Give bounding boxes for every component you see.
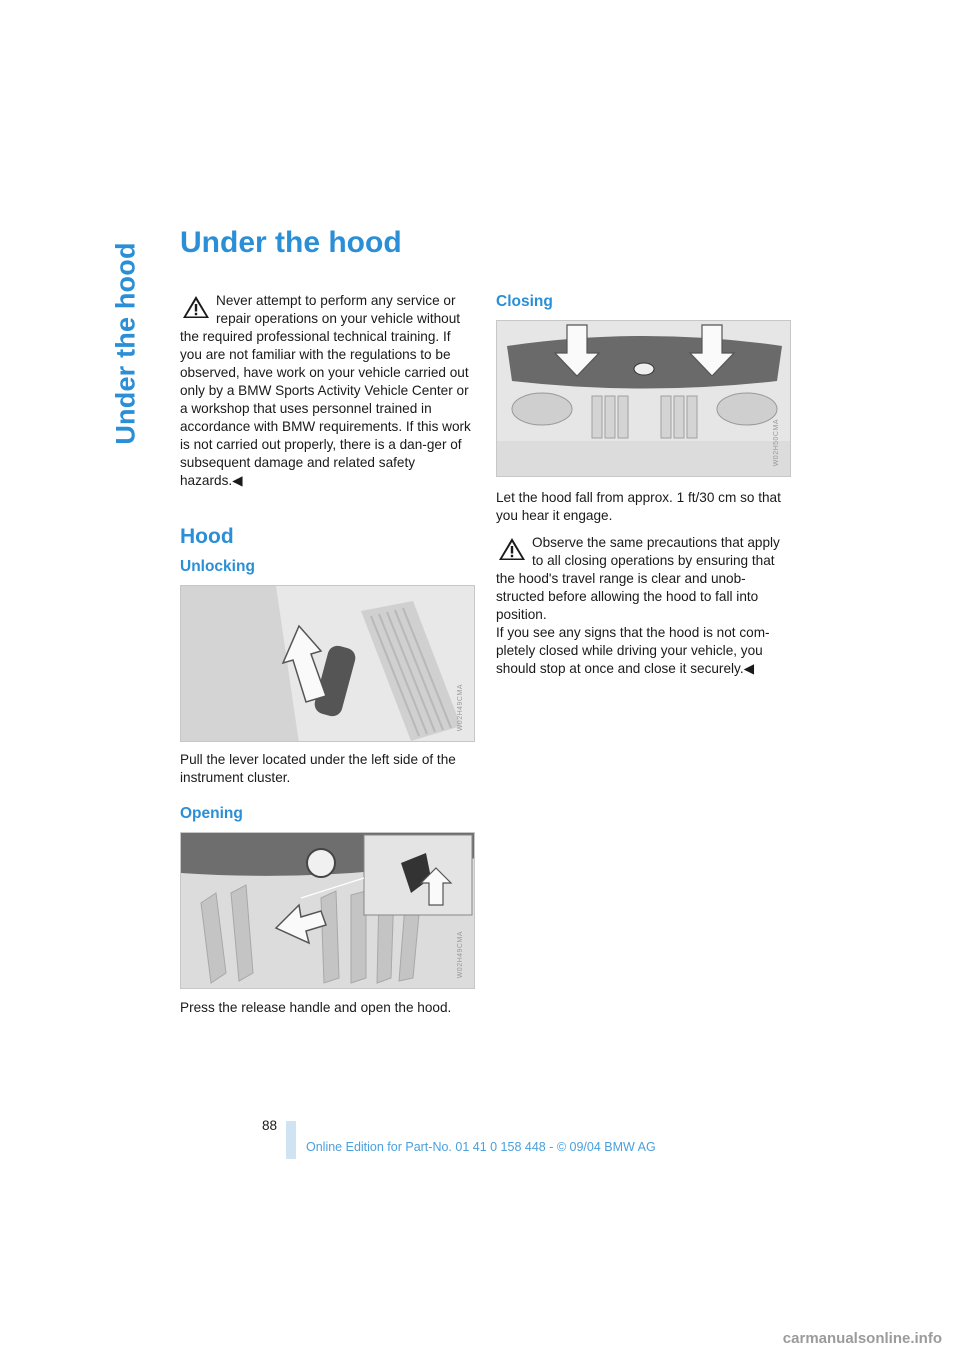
left-column xyxy=(180,292,475,1017)
end-mark: ◀ xyxy=(232,473,243,488)
right-column xyxy=(496,292,791,678)
section-title-hood: Hood xyxy=(180,525,234,548)
opening-figure xyxy=(180,832,475,989)
watermark: carmanualsonline.info xyxy=(782,1330,942,1347)
side-tab xyxy=(99,228,153,458)
closing-figure xyxy=(496,320,791,477)
subsection-closing: Closing xyxy=(496,293,553,310)
subsection-opening: Opening xyxy=(180,805,243,822)
unlocking-figure xyxy=(180,585,475,742)
page-title: Under the hood xyxy=(180,226,402,259)
opening-text: Press the release handle and open the hood. xyxy=(180,1000,452,1015)
figure-code: W02H50CMA xyxy=(773,418,780,466)
unlocking-text: Pull the lever located under the left side of the instrument cluster. xyxy=(180,752,456,785)
closing-warning-text: Observe the same precautions that apply to all closing operations by ensuring that the hood's travel range is clear and unob-structed before allowing the hood to fall into position. If you see any signs that the hood is not com-pletely closed while driving your vehicle, you should stop at once and close it securely.◀ xyxy=(496,535,780,676)
footer-text: Online Edition for Part-No. 01 41 0 158 448 - © 09/04 BMW AG xyxy=(306,1140,656,1154)
warning-text: Never attempt to perform any service or repair operations on your vehicle without the required professional technical training. If you are not familiar with the regulations to be observed, have work on your vehicle carried out only by a BMW Sports Activity Vehicle Center or a workshop that uses personnel trained in accordance with BMW requirements. If this work is not carried out properly, there is a dan-ger of subsequent damage and related safety hazards.◀ xyxy=(180,293,471,488)
unlocking-illustration xyxy=(181,586,475,742)
subsection-unlocking: Unlocking xyxy=(180,558,255,575)
figure-code: W02H49CMA xyxy=(457,683,464,731)
closing-illustration xyxy=(497,321,791,477)
footer-bar xyxy=(286,1121,296,1159)
warning-triangle-icon xyxy=(182,295,210,319)
side-tab-label: Under the hood xyxy=(110,241,141,445)
page-number: 88 xyxy=(262,1118,278,1133)
closing-text: Let the hood fall from approx. 1 ft/30 cm so that you hear it engage. xyxy=(496,490,781,523)
warning-triangle-icon xyxy=(498,537,526,561)
closing-warning-block xyxy=(496,534,791,678)
figure-code: W02H49CMA xyxy=(457,930,464,978)
warning-block xyxy=(180,292,475,490)
end-mark: ◀ xyxy=(743,661,755,676)
opening-illustration xyxy=(181,833,475,989)
